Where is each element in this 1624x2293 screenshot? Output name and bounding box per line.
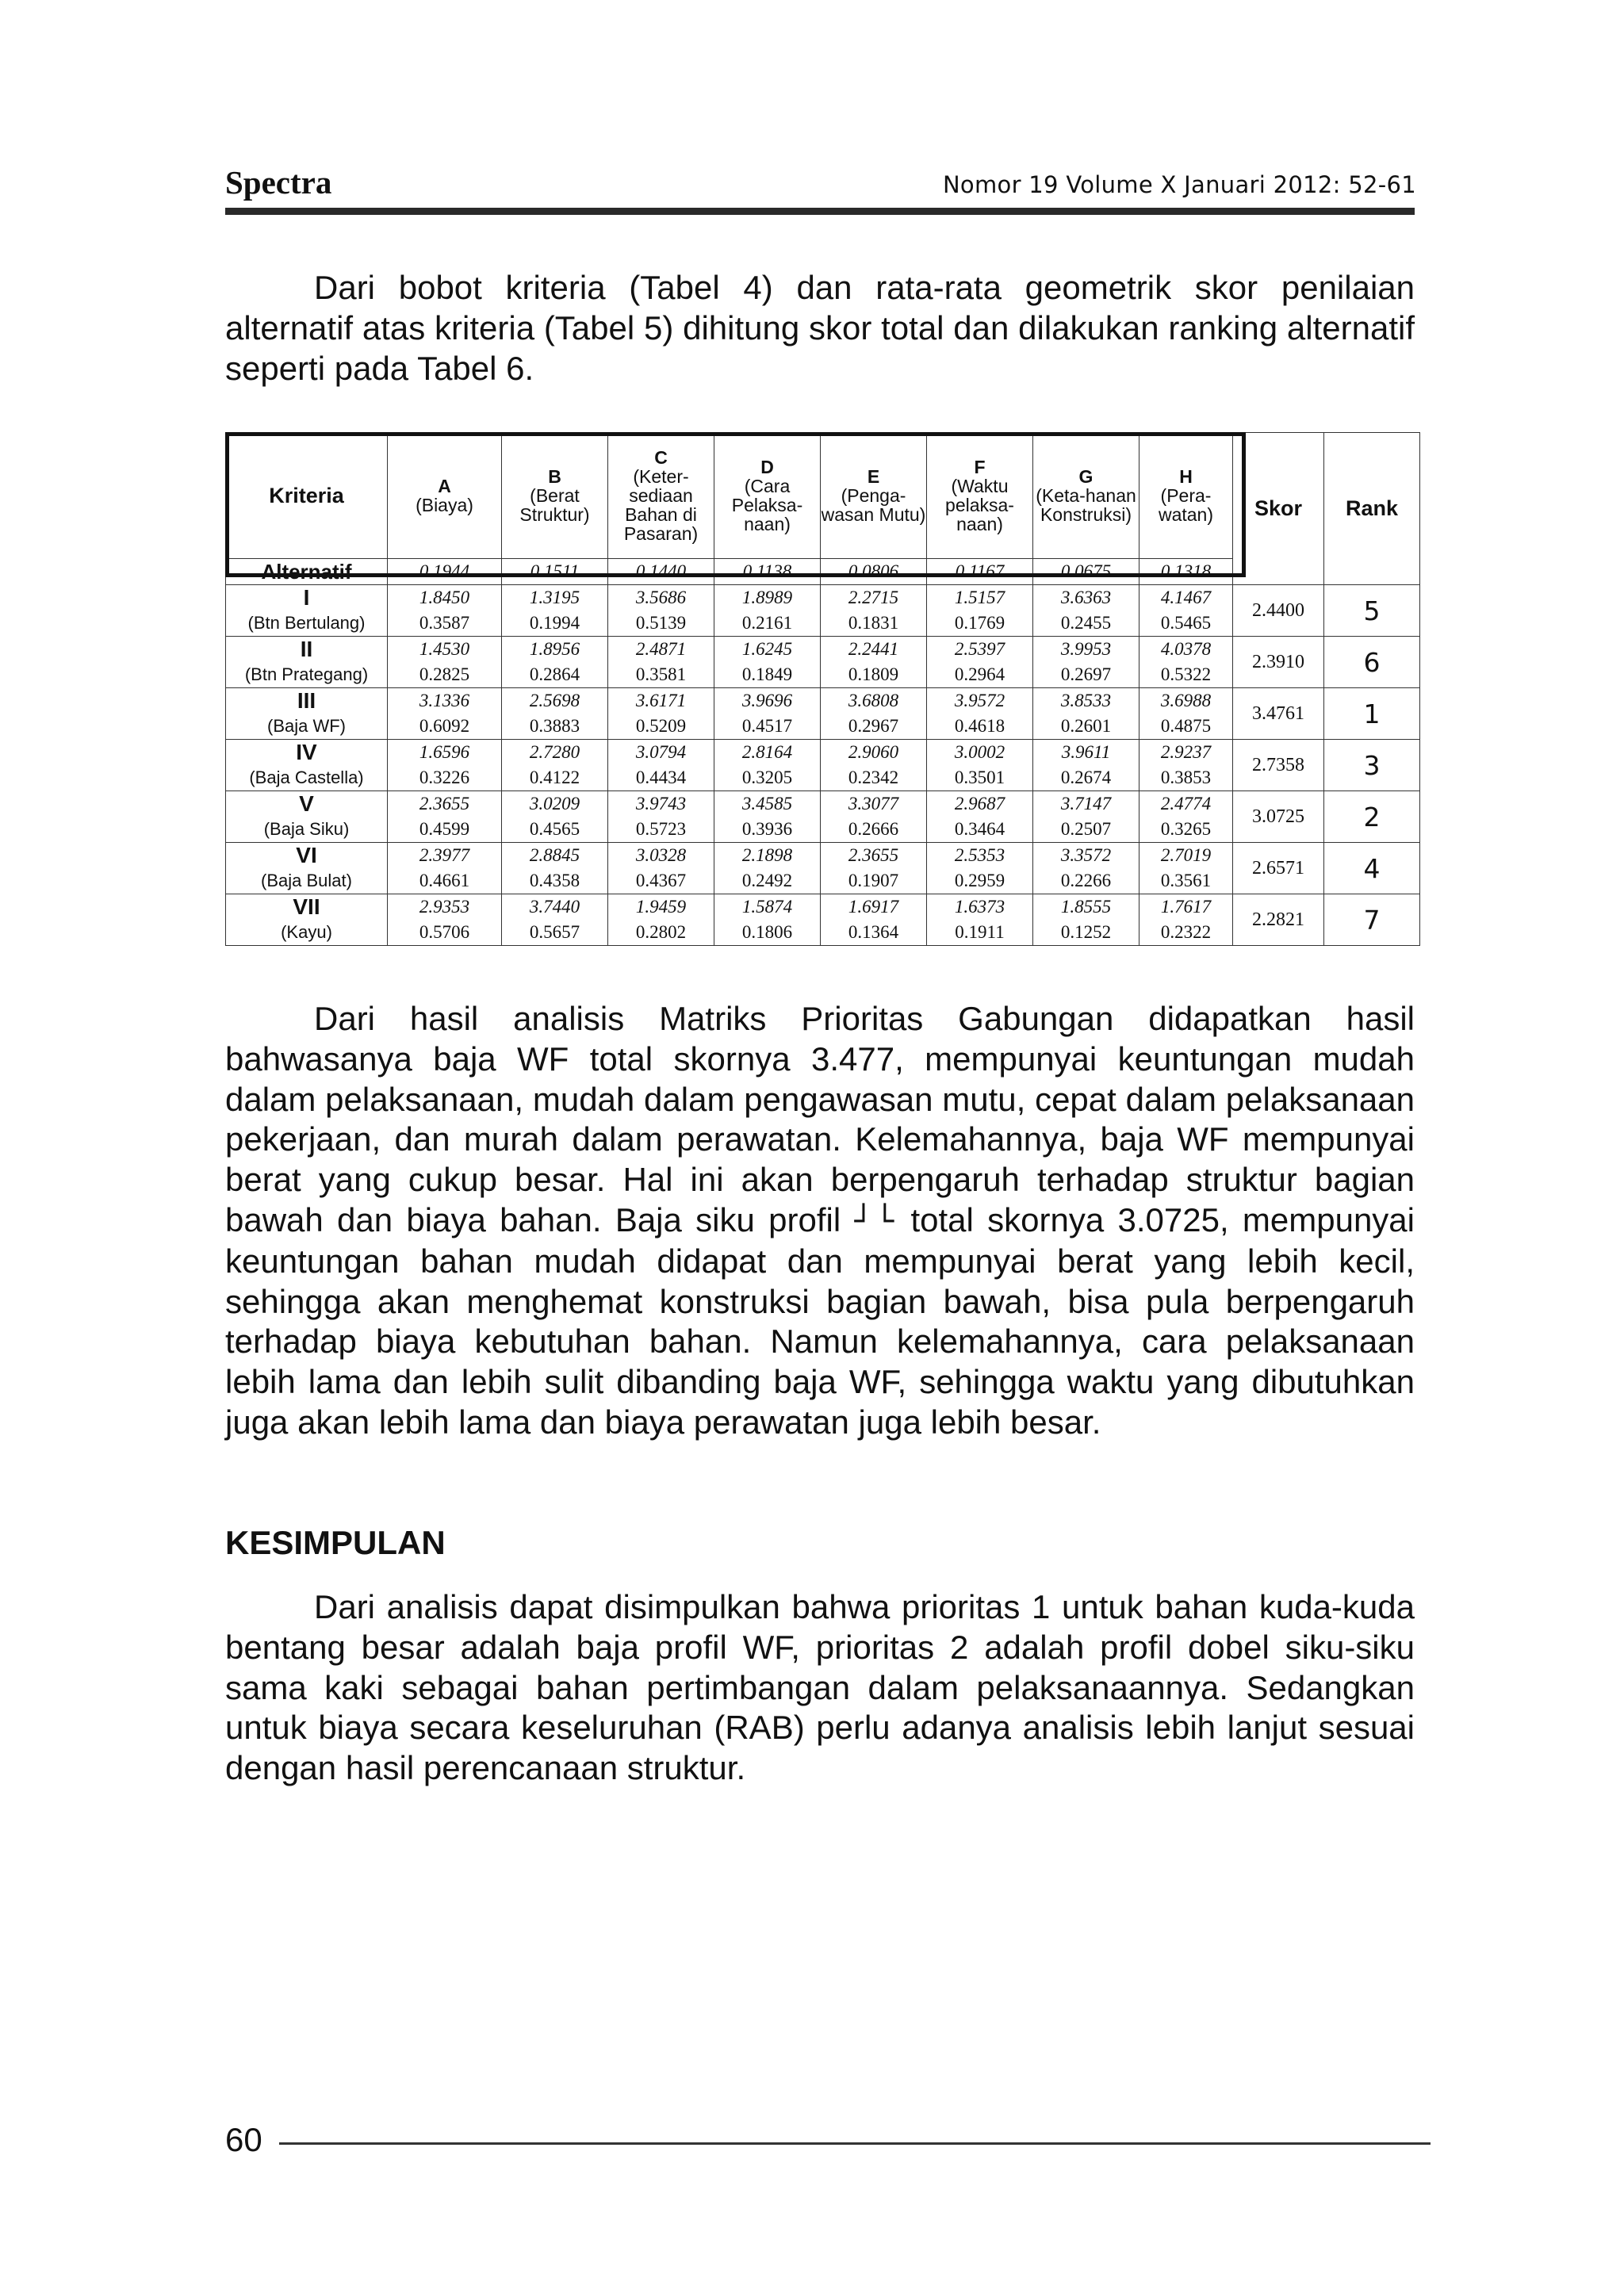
weighted-score-cell: 0.2601 (1033, 714, 1139, 740)
geomean-score-cell: 1.5874 (714, 894, 821, 921)
weighted-score-cell: 0.1994 (502, 611, 608, 637)
weight-cell: 0.0675 (1033, 559, 1139, 585)
table-row (226, 843, 1420, 869)
table-row (226, 637, 1420, 663)
rank-cell: 5 (1324, 585, 1420, 637)
geomean-score-cell: 2.3655 (821, 843, 927, 869)
weighted-score-cell: 0.3581 (608, 662, 714, 688)
geomean-score-cell: 1.8450 (388, 585, 502, 611)
geomean-score-cell: 3.1336 (388, 688, 502, 714)
geomean-score-cell: 2.9060 (821, 740, 927, 766)
geomean-score-cell: 3.6363 (1033, 585, 1139, 611)
geomean-score-cell: 3.3572 (1033, 843, 1139, 869)
issue-info: Nomor 19 Volume X Januari 2012: 52-61 (942, 171, 1416, 198)
analysis-text-1: Dari hasil analisis Matriks Prioritas Gabungan didapatkan hasil bahwasanya baja WF total skornya 3.477, mempunyai keuntungan mudah dalam pelaksanaan, mudah dalam pengawasan mutu, cepat dalam pelaksanaan pekerjaan, dan murah dalam perawatan. Kelemahannya, baja WF mempunyai berat yang cukup besar. Hal ini akan berpengaruh terhadap struktur bagian bawah dan biaya bahan. Baja siku profil (225, 1000, 1415, 1238)
geomean-score-cell: 2.9237 (1139, 740, 1233, 766)
alternatif-label: Alternatif (226, 559, 388, 585)
weighted-score-cell: 0.2507 (1033, 817, 1139, 843)
weighted-score-cell: 0.3883 (502, 714, 608, 740)
criterion-header-c: C (Keter-sediaan Bahan di Pasaran) (608, 433, 714, 559)
weighted-score-cell: 0.2967 (821, 714, 927, 740)
alternative-name: (Btn Prategang) (226, 662, 388, 688)
geomean-score-cell: 1.6596 (388, 740, 502, 766)
geomean-score-cell: 1.6245 (714, 637, 821, 663)
geomean-score-cell: 1.8555 (1033, 894, 1139, 921)
weight-cell: 0.0806 (821, 559, 927, 585)
weighted-score-cell: 0.4599 (388, 817, 502, 843)
geomean-score-cell: 2.5698 (502, 688, 608, 714)
geomean-score-cell: 2.4774 (1139, 791, 1233, 817)
weighted-score-cell: 0.1831 (821, 611, 927, 637)
weighted-score-cell: 0.3226 (388, 765, 502, 791)
weighted-score-cell: 0.2266 (1033, 868, 1139, 894)
page-number: 60 (225, 2121, 262, 2158)
weighted-score-cell: 0.2455 (1033, 611, 1139, 637)
criterion-header-b: B (Berat Struktur) (502, 433, 608, 559)
weighted-score-cell: 0.2161 (714, 611, 821, 637)
rank-cell: 1 (1324, 688, 1420, 740)
weighted-score-cell: 0.2674 (1033, 765, 1139, 791)
analysis-paragraph (225, 999, 1415, 1443)
weighted-score-cell: 0.2964 (927, 662, 1033, 688)
weighted-score-cell: 0.5209 (608, 714, 714, 740)
geomean-score-cell: 3.6988 (1139, 688, 1233, 714)
weighted-score-cell: 0.1364 (821, 920, 927, 946)
total-score-cell: 3.0725 (1233, 791, 1324, 843)
weighted-score-cell: 0.2322 (1139, 920, 1233, 946)
criterion-header-a: A (Biaya) (388, 433, 502, 559)
weighted-score-cell: 0.3853 (1139, 765, 1233, 791)
weight-cell: 0.1167 (927, 559, 1033, 585)
geomean-score-cell: 3.9611 (1033, 740, 1139, 766)
ranking-table-wrap (225, 432, 1419, 946)
geomean-score-cell: 1.9459 (608, 894, 714, 921)
weighted-score-cell: 0.2697 (1033, 662, 1139, 688)
analysis-text-2: total skornya 3.0725, mempunyai keuntungan bahan mudah didapat dan mempunyai berat yang lebih kecil, sehingga akan menghemat konstruksi bagian bawah, bisa pula berpengaruh terhadap biaya kebutuhan bahan. Namun kelemahannya, cara pelaksanaan lebih lama dan lebih sulit dibanding baja WF, sehingga waktu yang dibutuhkan juga akan lebih lama dan biaya perawatan juga lebih besar. (225, 1200, 1415, 1441)
weighted-score-cell: 0.2492 (714, 868, 821, 894)
weighted-score-cell: 0.5723 (608, 817, 714, 843)
weighted-score-cell: 0.4661 (388, 868, 502, 894)
weighted-score-cell: 0.5657 (502, 920, 608, 946)
geomean-score-cell: 3.8533 (1033, 688, 1139, 714)
weighted-score-cell: 0.5465 (1139, 611, 1233, 637)
alternative-roman: III (226, 688, 388, 714)
geomean-score-cell: 2.5353 (927, 843, 1033, 869)
alternative-roman: VI (226, 843, 388, 869)
weighted-score-cell: 0.3561 (1139, 868, 1233, 894)
alternative-name: (Baja Castella) (226, 765, 388, 791)
weighted-score-cell: 0.1806 (714, 920, 821, 946)
geomean-score-cell: 2.4871 (608, 637, 714, 663)
weighted-score-cell: 0.1252 (1033, 920, 1139, 946)
geomean-score-cell: 3.0794 (608, 740, 714, 766)
geomean-score-cell: 2.7280 (502, 740, 608, 766)
criterion-header-h: H (Pera-watan) (1139, 433, 1233, 559)
geomean-score-cell: 1.6373 (927, 894, 1033, 921)
table-row (226, 791, 1420, 817)
alternative-roman: II (226, 637, 388, 663)
geomean-score-cell: 1.6917 (821, 894, 927, 921)
geomean-score-cell: 4.0378 (1139, 637, 1233, 663)
conclusion-paragraph: Dari analisis dapat disimpulkan bahwa prioritas 1 untuk bahan kuda-kuda bentang besar adalah baja profil WF, prioritas 2 adalah profil dobel siku-siku sama kaki sebagai bahan pertimbangan dalam pelaksanaannya. Sedangkan untuk biaya secara keseluruhan (RAB) perlu adanya analisis lebih lanjut sesuai dengan hasil perencanaan struktur. (225, 1588, 1415, 1787)
weighted-score-cell: 0.1849 (714, 662, 821, 688)
geomean-score-cell: 2.3977 (388, 843, 502, 869)
header-rule (225, 208, 1415, 215)
geomean-score-cell: 3.0328 (608, 843, 714, 869)
alternative-name: (Baja Siku) (226, 817, 388, 843)
geomean-score-cell: 1.4530 (388, 637, 502, 663)
total-score-cell: 2.4400 (1233, 585, 1324, 637)
alternative-roman: IV (226, 740, 388, 766)
geomean-score-cell: 3.6808 (821, 688, 927, 714)
weighted-score-cell: 0.1911 (927, 920, 1033, 946)
geomean-score-cell: 3.6171 (608, 688, 714, 714)
weighted-score-cell: 0.1907 (821, 868, 927, 894)
geomean-score-cell: 2.9353 (388, 894, 502, 921)
intro-paragraph: Dari bobot kriteria (Tabel 4) dan rata-rata geometrik skor penilaian alternatif atas kriteria (Tabel 5) dihitung skor total dan dilakukan ranking alternatif seperti pada Tabel 6. (225, 269, 1415, 387)
weighted-score-cell: 0.5706 (388, 920, 502, 946)
ranking-table (225, 432, 1420, 946)
geomean-score-cell: 3.9572 (927, 688, 1033, 714)
rank-cell: 7 (1324, 894, 1420, 946)
geomean-score-cell: 2.3655 (388, 791, 502, 817)
weighted-score-cell: 0.4618 (927, 714, 1033, 740)
geomean-score-cell: 2.1898 (714, 843, 821, 869)
weighted-score-cell: 0.2666 (821, 817, 927, 843)
alternative-name: (Baja Bulat) (226, 868, 388, 894)
weight-cell: 0.1440 (608, 559, 714, 585)
alternative-name: (Baja WF) (226, 714, 388, 740)
geomean-score-cell: 2.8164 (714, 740, 821, 766)
criterion-header-d: D (Cara Pelaksa-naan) (714, 433, 821, 559)
table-row (226, 894, 1420, 921)
alternative-name: (Kayu) (226, 920, 388, 946)
alternative-roman: V (226, 791, 388, 817)
geomean-score-cell: 3.7440 (502, 894, 608, 921)
angle-profile-symbol: ┘└ (854, 1203, 898, 1238)
weighted-score-cell: 0.4517 (714, 714, 821, 740)
weighted-score-cell: 0.3464 (927, 817, 1033, 843)
geomean-score-cell: 3.7147 (1033, 791, 1139, 817)
weighted-score-cell: 0.2959 (927, 868, 1033, 894)
total-score-cell: 2.6571 (1233, 843, 1324, 894)
geomean-score-cell: 1.7617 (1139, 894, 1233, 921)
table-row (226, 740, 1420, 766)
geomean-score-cell: 4.1467 (1139, 585, 1233, 611)
weighted-score-cell: 0.6092 (388, 714, 502, 740)
total-score-cell: 2.2821 (1233, 894, 1324, 946)
section-title: KESIMPULAN (225, 1524, 446, 1561)
geomean-score-cell: 3.5686 (608, 585, 714, 611)
total-score-cell: 2.3910 (1233, 637, 1324, 688)
geomean-score-cell: 2.2715 (821, 585, 927, 611)
rank-cell: 2 (1324, 791, 1420, 843)
geomean-score-cell: 1.5157 (927, 585, 1033, 611)
weighted-score-cell: 0.3265 (1139, 817, 1233, 843)
geomean-score-cell: 2.7019 (1139, 843, 1233, 869)
geomean-score-cell: 3.9696 (714, 688, 821, 714)
weight-cell: 0.1944 (388, 559, 502, 585)
rank-cell: 4 (1324, 843, 1420, 894)
geomean-score-cell: 2.8845 (502, 843, 608, 869)
journal-name: Spectra (225, 164, 332, 201)
rank-header: Rank (1324, 433, 1420, 585)
weighted-score-cell: 0.3587 (388, 611, 502, 637)
alternative-roman: VII (226, 894, 388, 921)
weighted-score-cell: 0.2825 (388, 662, 502, 688)
weighted-score-cell: 0.3205 (714, 765, 821, 791)
geomean-score-cell: 1.8956 (502, 637, 608, 663)
rank-cell: 6 (1324, 637, 1420, 688)
total-score-cell: 3.4761 (1233, 688, 1324, 740)
weight-cell: 0.1138 (714, 559, 821, 585)
geomean-score-cell: 2.5397 (927, 637, 1033, 663)
weighted-score-cell: 0.3501 (927, 765, 1033, 791)
table-row (226, 585, 1420, 611)
table-row (226, 688, 1420, 714)
geomean-score-cell: 2.9687 (927, 791, 1033, 817)
weighted-score-cell: 0.1769 (927, 611, 1033, 637)
criterion-header-g: G (Keta-hanan Konstruksi) (1033, 433, 1139, 559)
weighted-score-cell: 0.5139 (608, 611, 714, 637)
weighted-score-cell: 0.5322 (1139, 662, 1233, 688)
footer-rule (279, 2142, 1431, 2145)
alternative-roman: I (226, 585, 388, 611)
weighted-score-cell: 0.2864 (502, 662, 608, 688)
geomean-score-cell: 3.3077 (821, 791, 927, 817)
total-score-cell: 2.7358 (1233, 740, 1324, 791)
geomean-score-cell: 1.3195 (502, 585, 608, 611)
weight-cell: 0.1318 (1139, 559, 1233, 585)
criterion-header-f: F (Waktu pelaksa-naan) (927, 433, 1033, 559)
weighted-score-cell: 0.2342 (821, 765, 927, 791)
alternative-name: (Btn Bertulang) (226, 611, 388, 637)
weighted-score-cell: 0.4434 (608, 765, 714, 791)
weight-cell: 0.1511 (502, 559, 608, 585)
rank-cell: 3 (1324, 740, 1420, 791)
geomean-score-cell: 3.9743 (608, 791, 714, 817)
weighted-score-cell: 0.4122 (502, 765, 608, 791)
kriteria-header: Kriteria (226, 433, 388, 559)
score-header: Skor (1233, 433, 1324, 585)
geomean-score-cell: 1.8989 (714, 585, 821, 611)
weighted-score-cell: 0.4358 (502, 868, 608, 894)
geomean-score-cell: 3.4585 (714, 791, 821, 817)
weighted-score-cell: 0.4367 (608, 868, 714, 894)
geomean-score-cell: 3.0002 (927, 740, 1033, 766)
weighted-score-cell: 0.1809 (821, 662, 927, 688)
geomean-score-cell: 3.0209 (502, 791, 608, 817)
weighted-score-cell: 0.2802 (608, 920, 714, 946)
weighted-score-cell: 0.3936 (714, 817, 821, 843)
geomean-score-cell: 3.9953 (1033, 637, 1139, 663)
weighted-score-cell: 0.4565 (502, 817, 608, 843)
geomean-score-cell: 2.2441 (821, 637, 927, 663)
weighted-score-cell: 0.4875 (1139, 714, 1233, 740)
criterion-header-e: E (Penga-wasan Mutu) (821, 433, 927, 559)
